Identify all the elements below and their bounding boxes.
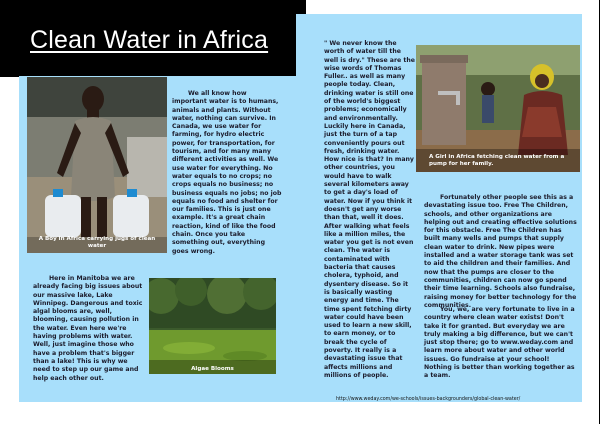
algae-caption: Algae Blooms bbox=[191, 366, 234, 372]
girl-photo bbox=[416, 45, 580, 172]
girl-caption: A Girl in Africa fetching clean water from a pump for her family. bbox=[429, 154, 565, 168]
quote-paragraph: " We never know the worth of water till the well is dry." These are the wise words of Thomas Fuller.. as well as many people today. Clean, drinking water is still one of the world's biggest problems; economically and environmentally. Luckily here in Canada, just the turn of a tap conveniently pours out fresh, drinking water. How nice is that? In many other countries, you would have to walk several kilometers away to get a day's load of water. Now if you think it doesn't get any worse than that, well it does. After walking what feels like a million miles, the water you get is not even clean. The water is contaminated with bacteria that causes cholera, typhoid, and dysentery disease. So it is basically wasting energy and time. The time spent fetching dirty water could have been used to learn a new skill, to earn money, or to break the cycle of poverty. It really is a devastating issue that affects millions and millions of people. bbox=[324, 40, 415, 379]
you-paragraph: You, we, are very fortunate to live in a country where clean water exists! Don't take it for granted. But everyday we are truly making a big difference, but we can't just stop there; go to www.weday.com and learn more about water and other world issues. Go fundraise at your school! Nothing is better than working together as a team. bbox=[424, 306, 575, 380]
source-url: http://www.weday.com/we-schools/issues-backgrounders/global-clean-water/ bbox=[336, 397, 521, 402]
algae-blooms-image bbox=[149, 278, 276, 374]
fortunately-paragraph: Fortunately other people see this as a devastating issue too. Free The Children, schools, and other organizations are helping out and creating effective solutions for this obstacle. Free The Children has built many wells and pumps that supply clean water to drink. New pipes were installed and a water storage tank was set to aid the children and their families. And now that the pumps are closer to the communities, children can now go spend their time learning. Schools also fundraise, raising money for better technology for the communities. bbox=[424, 194, 577, 309]
boy-carrying-jugs-image bbox=[27, 77, 167, 253]
manitoba-paragraph: Here in Manitoba we are already facing big issues about our massive lake, Lake Winnipeg. Dangerous and toxic algal blooms are, well, blooming, causing pollution in the water. Even here we're having problems with water. Well, just imagine those who have a problem that's bigger than a lake! This is why we need to step up our game and help each other out. bbox=[33, 275, 143, 382]
boy-photo bbox=[27, 77, 167, 253]
intro-paragraph: We all know how important water is to humans, animals and plants. Without water, nothing can survive. In Canada, we use water for farming, for hydro electric power, for transportation, for tourism, and for many many different activities as well. We use water for everything. No water equals to no crops; no crops equals no business; no business equals no jobs; no job equals no food and shelter for our families. This is just one example. It's a great chain reaction, kind of like the food chain. Once you take something out, everything goes wrong. bbox=[172, 90, 282, 255]
page-title: Clean Water in Africa bbox=[30, 26, 269, 54]
algae-photo bbox=[149, 278, 276, 374]
boy-caption: A Boy in Africa carrying jugs of clean water bbox=[38, 236, 156, 250]
girl-at-pump-image bbox=[416, 45, 580, 172]
